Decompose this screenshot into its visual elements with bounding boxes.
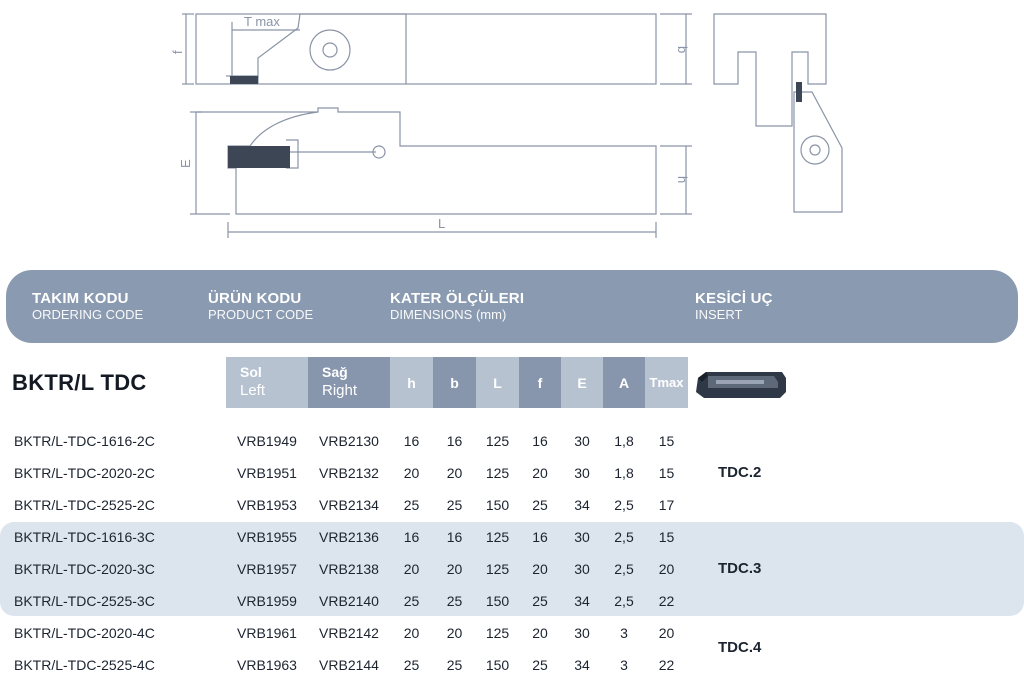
cell-left: VRB1961 — [237, 625, 297, 641]
front-view-body — [714, 14, 826, 126]
banner-dimensions — [390, 290, 524, 323]
header-b: b — [433, 357, 476, 408]
header-left-tr: Sol — [240, 364, 262, 380]
cell-tmax: 22 — [658, 657, 675, 673]
header-tmax: Tmax — [645, 357, 688, 408]
cell-tmax: 20 — [658, 625, 675, 641]
cell-f: 25 — [532, 657, 548, 673]
cell-L: 150 — [485, 497, 510, 513]
cell-b: 16 — [446, 433, 463, 449]
cell-A: 1,8 — [614, 465, 634, 481]
cell-h: 25 — [403, 657, 420, 673]
cell-tmax: 15 — [658, 433, 675, 449]
insert-label-tdc4: TDC.4 — [718, 639, 762, 656]
banner-insert-tr: KESİCİ UÇ — [695, 290, 773, 307]
cell-code: BKTR/L-TDC-2020-4C — [14, 625, 155, 641]
cell-left: VRB1955 — [237, 529, 297, 545]
cell-right: VRB2138 — [319, 561, 379, 577]
header-f: f — [519, 357, 561, 408]
table-row — [0, 494, 1024, 516]
table-row — [0, 526, 1024, 548]
cell-left: VRB1959 — [237, 593, 297, 609]
cell-f: 20 — [532, 465, 548, 481]
label-h: h — [675, 176, 690, 184]
cell-tmax: 22 — [658, 593, 675, 609]
cell-E: 30 — [574, 529, 590, 545]
cell-f: 20 — [532, 561, 548, 577]
cell-right: VRB2130 — [319, 433, 379, 449]
header-left-en: Left — [240, 382, 266, 399]
header-A: A — [603, 357, 645, 408]
cell-h: 16 — [403, 529, 420, 545]
cell-h: 20 — [403, 561, 420, 577]
table-row — [0, 558, 1024, 580]
insert-label-tdc3: TDC.3 — [718, 560, 762, 577]
cell-h: 25 — [403, 593, 420, 609]
header-left — [226, 357, 308, 408]
cell-f: 16 — [532, 433, 548, 449]
cell-E: 30 — [574, 465, 590, 481]
side-view-insert — [228, 146, 290, 168]
banner-product-code — [208, 290, 313, 323]
cell-h: 20 — [403, 625, 420, 641]
cell-tmax: 15 — [658, 465, 675, 481]
table-row — [0, 430, 1024, 452]
cell-E: 30 — [574, 561, 590, 577]
cell-b: 20 — [446, 465, 463, 481]
cell-right: VRB2136 — [319, 529, 379, 545]
cell-L: 150 — [485, 593, 510, 609]
cell-left: VRB1951 — [237, 465, 297, 481]
cell-E: 30 — [574, 433, 590, 449]
cell-b: 25 — [446, 657, 463, 673]
cell-h: 16 — [403, 433, 420, 449]
cell-tmax: 20 — [658, 561, 675, 577]
cell-A: 2,5 — [614, 497, 634, 513]
cell-left: VRB1957 — [237, 561, 297, 577]
cell-right: VRB2144 — [319, 657, 379, 673]
cell-right: VRB2140 — [319, 593, 379, 609]
cell-b: 16 — [446, 529, 463, 545]
banner-dimensions-tr: KATER ÖLÇÜLERI — [390, 290, 525, 307]
cell-E: 34 — [574, 593, 590, 609]
cell-code: BKTR/L-TDC-2020-2C — [14, 465, 155, 481]
cell-left: VRB1949 — [237, 433, 297, 449]
cell-A: 2,5 — [614, 529, 634, 545]
banner-dimensions-en: DIMENSIONS (mm) — [390, 307, 507, 322]
cell-f: 20 — [532, 625, 548, 641]
banner-product-code-tr: ÜRÜN KODU — [208, 290, 302, 307]
header-L: L — [476, 357, 519, 408]
cell-L: 150 — [485, 657, 510, 673]
cell-right: VRB2132 — [319, 465, 379, 481]
header-E: E — [561, 357, 603, 408]
cell-f: 25 — [532, 593, 548, 609]
product-title: BKTR/L TDC — [12, 370, 147, 395]
cell-b: 25 — [446, 497, 463, 513]
banner-insert — [695, 290, 773, 323]
header-right-tr: Sağ — [322, 364, 348, 380]
cell-code: BKTR/L-TDC-2020-3C — [14, 561, 155, 577]
cell-L: 125 — [485, 529, 510, 545]
label-L: L — [438, 216, 446, 231]
technical-drawing — [0, 0, 1024, 260]
cell-tmax: 15 — [658, 529, 675, 545]
banner-ordering-code-tr: TAKIM KODU — [32, 290, 129, 307]
cell-code: BKTR/L-TDC-2525-2C — [14, 497, 155, 513]
cell-f: 16 — [532, 529, 548, 545]
cell-h: 20 — [403, 465, 420, 481]
cell-E: 34 — [574, 657, 590, 673]
banner-ordering-code — [32, 290, 143, 323]
banner-product-code-en: PRODUCT CODE — [208, 307, 314, 322]
cell-b: 25 — [446, 593, 463, 609]
top-view-screw — [310, 30, 350, 70]
column-banner — [6, 270, 1018, 343]
cell-code: BKTR/L-TDC-2525-3C — [14, 593, 155, 609]
cell-b: 20 — [446, 561, 463, 577]
cell-code: BKTR/L-TDC-2525-4C — [14, 657, 155, 673]
cell-right: VRB2134 — [319, 497, 379, 513]
label-b: b — [675, 46, 690, 54]
label-f: f — [170, 50, 185, 54]
cell-E: 30 — [574, 625, 590, 641]
banner-ordering-code-en: ORDERING CODE — [32, 307, 144, 322]
cell-left: VRB1953 — [237, 497, 297, 513]
header-right-en: Right — [322, 382, 358, 399]
cell-E: 34 — [574, 497, 590, 513]
label-tmax: T max — [244, 14, 280, 29]
cell-L: 125 — [485, 625, 510, 641]
cell-b: 20 — [446, 625, 463, 641]
cell-right: VRB2142 — [319, 625, 379, 641]
banner-insert-en: INSERT — [695, 307, 743, 322]
table-row — [0, 462, 1024, 484]
table-row — [0, 622, 1024, 644]
cell-A: 3 — [620, 625, 628, 641]
table-row — [0, 590, 1024, 612]
cell-L: 125 — [485, 465, 510, 481]
front-view-insert — [796, 82, 802, 102]
cell-left: VRB1963 — [237, 657, 297, 673]
cell-tmax: 17 — [658, 497, 675, 513]
cell-L: 125 — [485, 561, 510, 577]
cell-code: BKTR/L-TDC-1616-2C — [14, 433, 155, 449]
cell-L: 125 — [485, 433, 510, 449]
table-row — [0, 654, 1024, 676]
cell-A: 2,5 — [614, 561, 634, 577]
insert-label-tdc2: TDC.2 — [718, 464, 762, 481]
cell-A: 1,8 — [614, 433, 634, 449]
cell-h: 25 — [403, 497, 420, 513]
header-h: h — [390, 357, 433, 408]
header-right — [308, 357, 390, 408]
cell-A: 3 — [620, 657, 628, 673]
label-E: E — [178, 159, 193, 168]
top-view-insert — [230, 76, 258, 84]
insert-image — [694, 368, 788, 400]
cell-code: BKTR/L-TDC-1616-3C — [14, 529, 155, 545]
cell-A: 2,5 — [614, 593, 634, 609]
cell-f: 25 — [532, 497, 548, 513]
